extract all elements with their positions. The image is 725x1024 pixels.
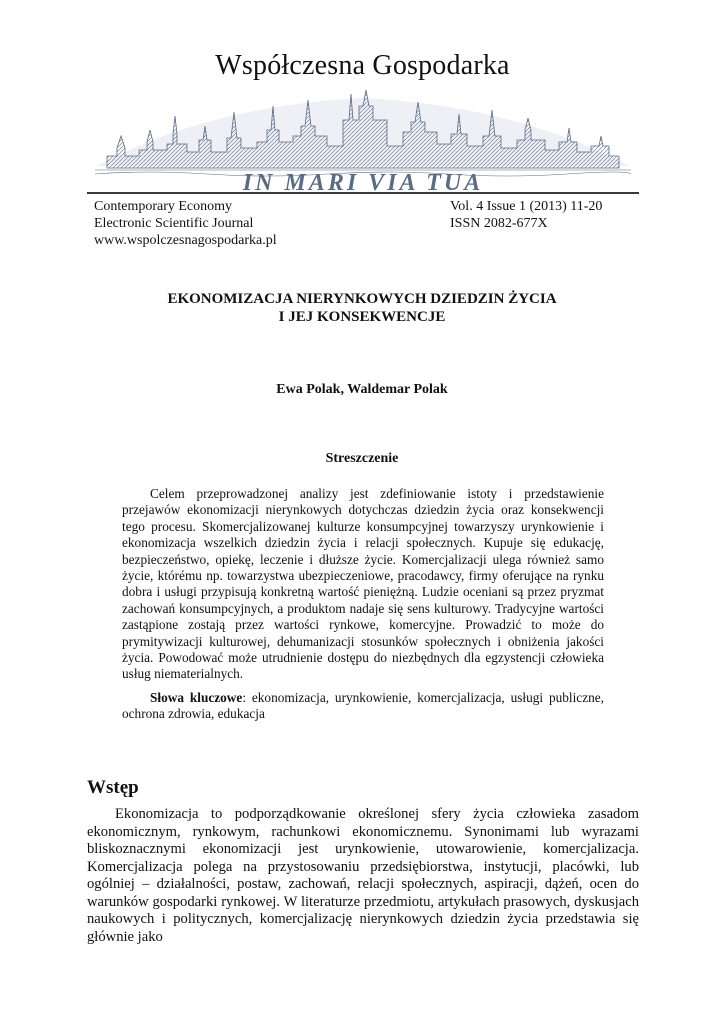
issn: ISSN 2082-677X <box>450 216 548 231</box>
keywords-label: Słowa kluczowe <box>150 690 243 705</box>
journal-name-en: Contemporary Economy <box>94 199 233 214</box>
paper-title <box>94 290 630 326</box>
journal-type: Electronic Scientific Journal <box>94 216 254 231</box>
journal-meta-right <box>450 198 602 232</box>
abstract-text: Celem przeprowadzonej analizy jest zdefiniowanie istoty i przedstawienie przejawów ekonomizacji nierynkowych dotychczas dziedzin życia oraz konsekwencji tego procesu. Skomercjalizowanej kulturze konsumpcyjnej towarzyszy urynkowienie i ekonomizacja wszelkich dziedzin życia i relacji społecznych. Kupuje się edukację, bezpieczeństwo, opiekę, leczenie i dłuższe życie. Komercjalizacji ulega również samo życie, którému np. towarzystwa ubezpieczeniowe, pracodawcy, firmy oferujące na rynku dobra i usługi przypisują konkretną wartość pieniężną. Ludzie oceniani są przez pryzmat zachowań konsumpcyjnych, a produktom nadaje się sens kulturowy. Tradycyjne wartości zastąpione zostają przez wartości rynkowe, komercyjne. Prowadzić to może do prymitywizacji kulturowej, dehumanizacji stosunków społecznych i obniżenia jakości życia. Powodować może utrudnienie dostępu do niezbędnych dla egzystencji człowieka usług niematerialnych. <box>122 486 604 682</box>
authors: Ewa Polak, Waldemar Polak <box>276 382 448 397</box>
city-skyline-banner <box>87 86 639 192</box>
paper-title-line2: I JEJ KONSEKWENCJE <box>278 309 446 325</box>
paper-title-line1: EKONOMIZACJA NIERYNKOWYCH DZIEDZIN ŻYCIA <box>167 291 557 307</box>
keywords-text: : ekonomizacja, urynkowienie, komercjalizacja, usługi publiczne, ochrona zdrowia, edukacja <box>122 690 604 722</box>
section-heading: Wstęp <box>87 777 139 798</box>
volume-issue: Vol. 4 Issue 1 (2013) 11-20 <box>450 199 603 214</box>
journal-website: www.wspolczesnagospodarka.pl <box>94 233 277 248</box>
journal-meta-left <box>94 198 277 249</box>
banner-motto: IN MARI VIA TUA <box>242 170 484 192</box>
journal-title: Współczesna Gospodarka <box>215 50 510 81</box>
header-rule <box>87 192 639 194</box>
keywords <box>122 690 604 723</box>
abstract-heading: Streszczenie <box>325 451 399 466</box>
section-body-text: Ekonomizacja to podporządkowanie określonej sfery życia człowieka zasadom ekonomicznym, rynkowym, rachunkowi ekonomicznemu. Synonimami lub wyrazami bliskoznacznymi ekonomizacji jest urynkowienie, utowarowienie, komercjalizacja. Komercjalizacja polega na przystosowaniu przedsiębiorstwa, instytucji, placówki, lub ogólniej – działalności, postaw, zachowań, relacji społecznych, aspiracji, dążeń, ocen do warunków gospodarki rynkowej. W literaturze przedmiotu, artykułach prasowych, dyskusjach naukowych i politycznych, komercjalizację nierynkowych dziedzin życia przedstawia się głównie jako <box>87 806 639 945</box>
